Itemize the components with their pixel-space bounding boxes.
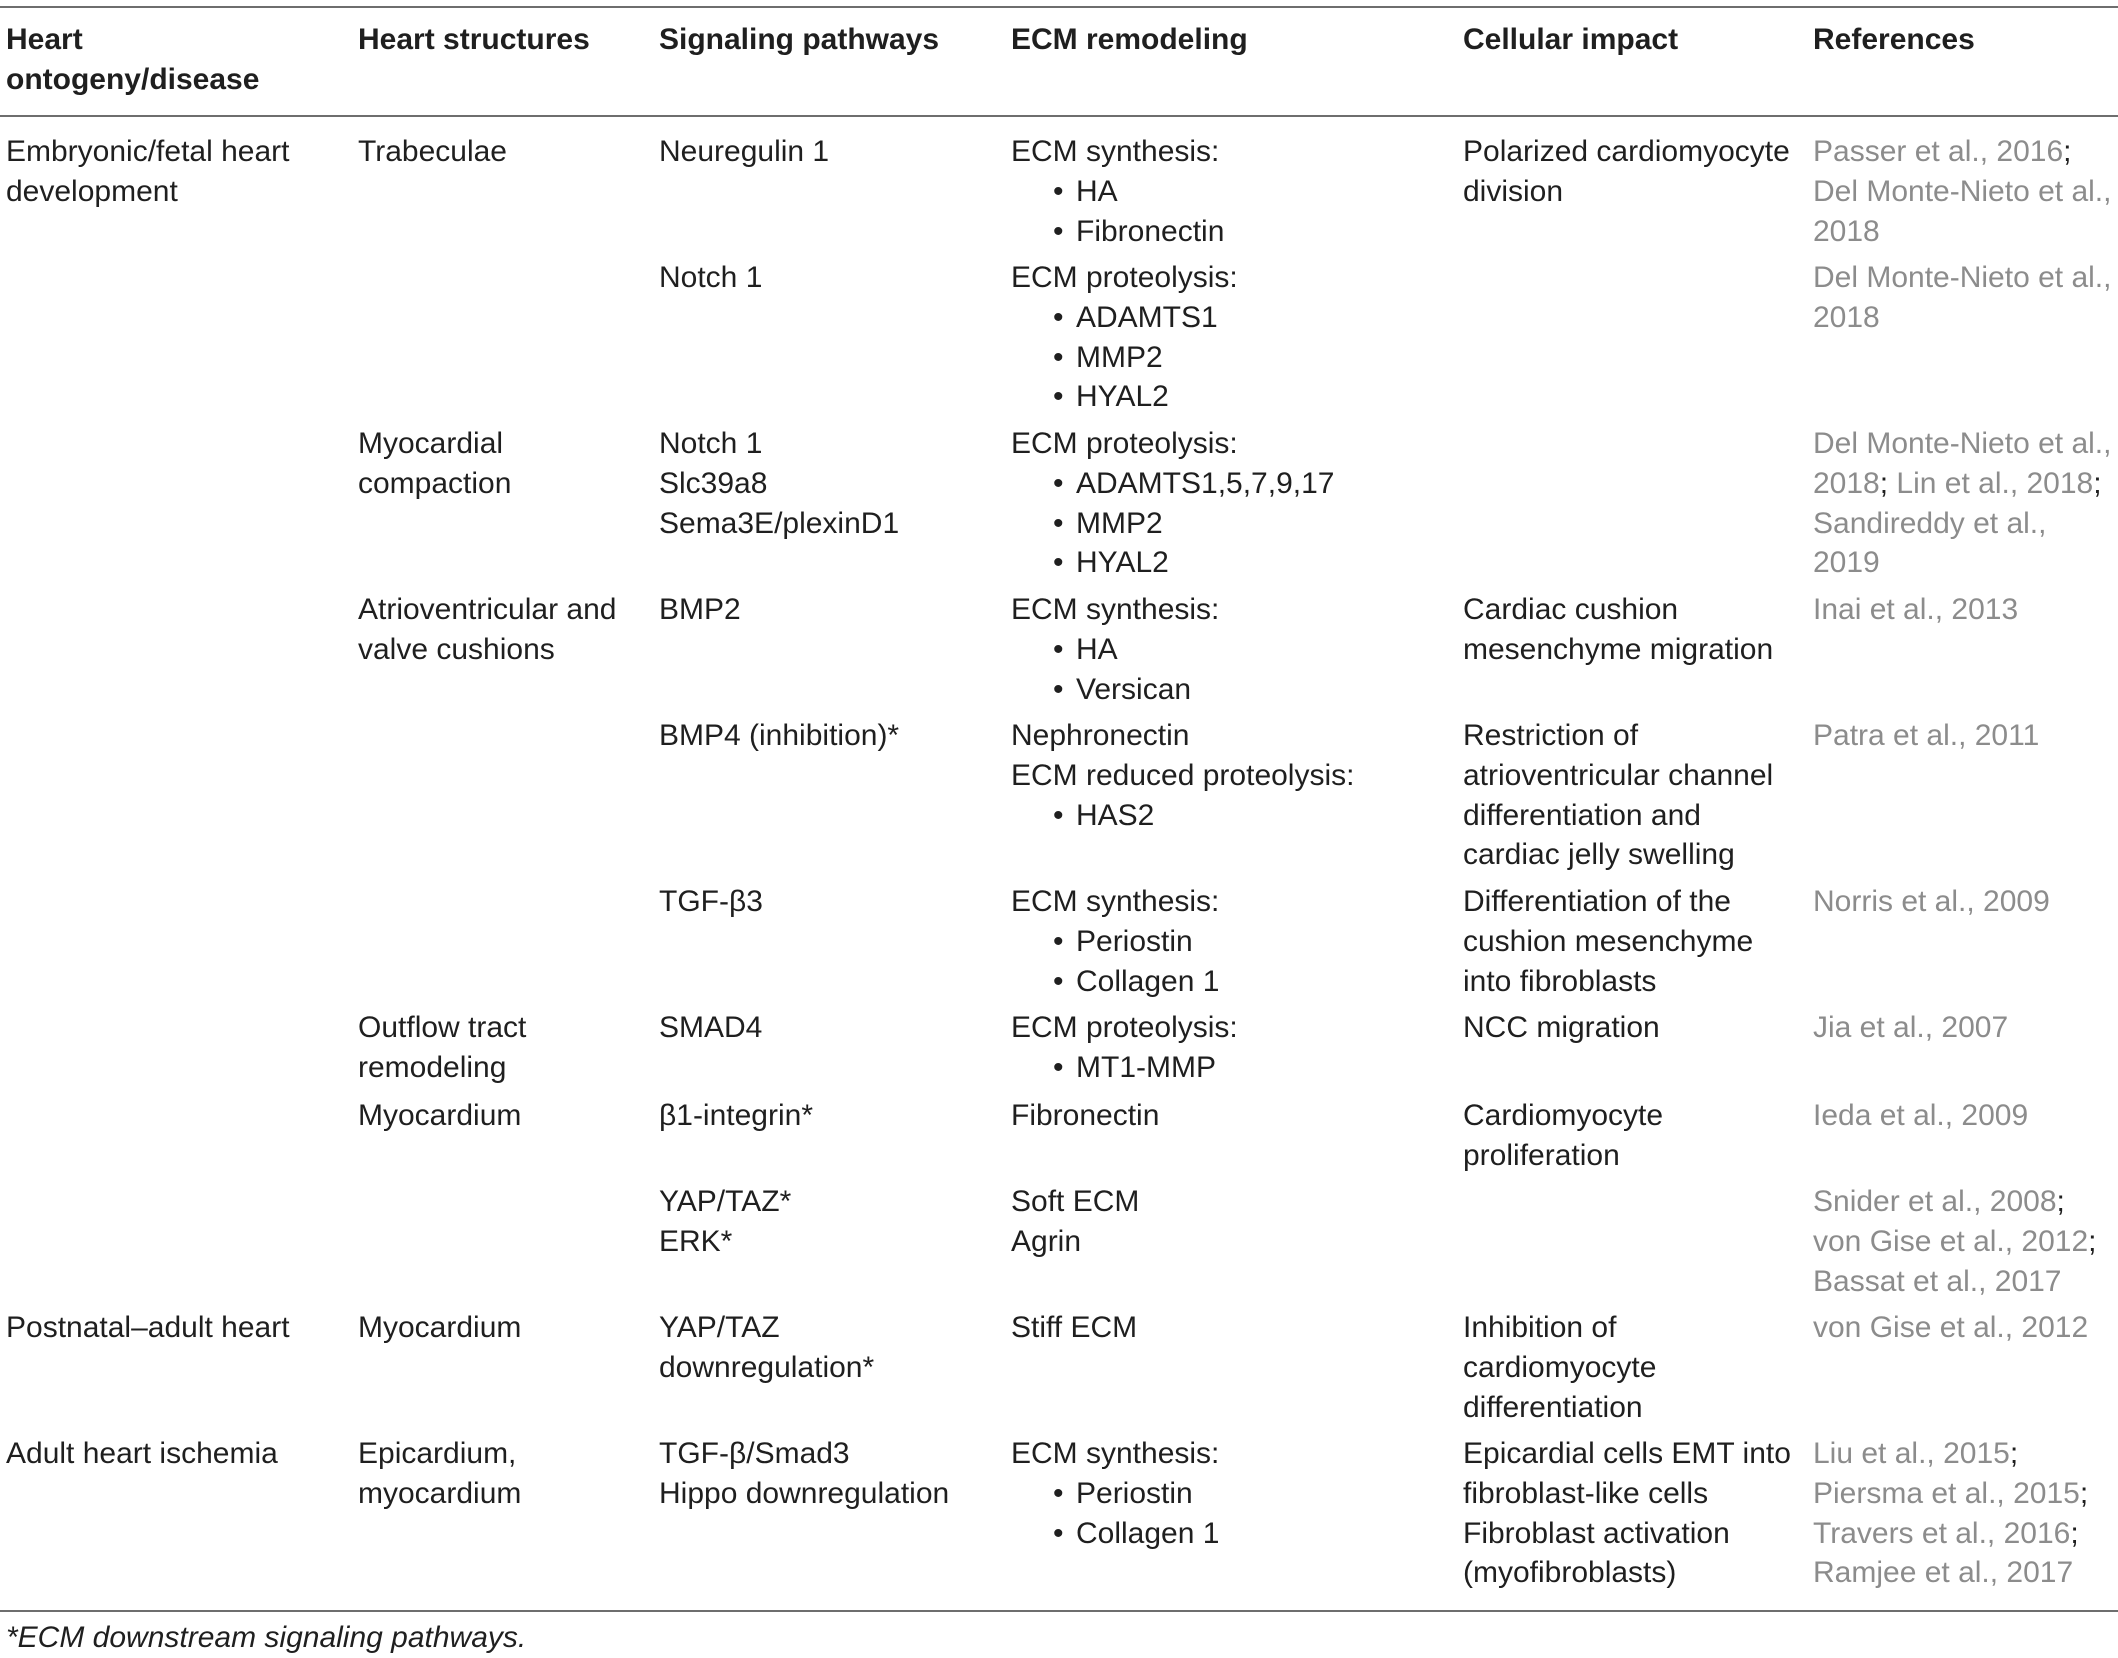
- ecm-heading: ECM synthesis:: [1011, 135, 1220, 168]
- references-cell: Passer et al., 2016; Del Monte-Nieto et al., 2018: [1813, 135, 2112, 248]
- structure-cell: Myocardium: [358, 1311, 522, 1344]
- references-cell: Liu et al., 2015; Piersma et al., 2015; Travers et al., 2016; Ramjee et al., 2017: [1813, 1437, 2089, 1590]
- header-structures: Heart structures: [358, 23, 590, 56]
- ecm-remodeling-cell: [1011, 590, 1441, 709]
- ecm-heading: ECM synthesis:: [1011, 885, 1220, 918]
- reference-link[interactable]: Bassat et al., 2017: [1813, 1264, 2062, 1298]
- ecm-bullet-item: • Periostin: [1011, 922, 1441, 962]
- reference-link[interactable]: von Gise et al., 2012: [1813, 1311, 2089, 1344]
- ecm-heading: Fibronectin: [1011, 1099, 1160, 1132]
- signaling-cell: YAP/TAZ downregulation*: [659, 1311, 875, 1384]
- ecm-bullet-item: • MMP2: [1011, 504, 1441, 544]
- ecm-bullet-item: • Versican: [1011, 670, 1441, 710]
- cellular-cell: Polarized cardiomyocyte division: [1463, 135, 1790, 208]
- reference-link[interactable]: Ramjee et al., 2017: [1813, 1556, 2074, 1590]
- ecm-bullet-item: • MT1-MMP: [1011, 1048, 1441, 1088]
- cellular-cell: Differentiation of the cushion mesenchyme into fibroblasts: [1463, 885, 1754, 998]
- ecm-bullet-item: • HYAL2: [1011, 543, 1441, 583]
- references-cell: [1813, 882, 2118, 922]
- ecm-heading: Stiff ECM: [1011, 1311, 1138, 1344]
- ontogeny-cell: Postnatal–adult heart: [6, 1311, 290, 1344]
- signaling-cell: Notch 1 Slc39a8 Sema3E/plexinD1: [659, 427, 900, 540]
- ecm-bullet-item: • Periostin: [1011, 1474, 1441, 1514]
- ecm-bullet-item: • MMP2: [1011, 338, 1441, 378]
- ecm-heading: Nephronectin ECM reduced proteolysis:: [1011, 719, 1355, 792]
- signaling-cell: YAP/TAZ* ERK*: [659, 1185, 792, 1258]
- references-cell: [1813, 716, 2118, 756]
- ecm-remodeling-cell: [1011, 1182, 1441, 1262]
- cellular-cell: Inhibition of cardiomyocyte differentiation: [1463, 1311, 1657, 1424]
- ontogeny-cell: Embryonic/fetal heart development: [6, 135, 290, 208]
- reference-link[interactable]: Jia et al., 2007: [1813, 1011, 2009, 1044]
- cellular-cell: Epicardial cells EMT into fibroblast-like cells Fibroblast activation (myofibroblasts): [1463, 1437, 1791, 1590]
- reference-link[interactable]: Piersma et al., 2015: [1813, 1476, 2080, 1510]
- ecm-remodeling-cell: [1011, 132, 1441, 251]
- cellular-cell: NCC migration: [1463, 1011, 1660, 1044]
- table-header-rule: [0, 115, 2118, 117]
- signaling-cell: β1-integrin*: [659, 1099, 813, 1132]
- ecm-remodeling-cell: [1011, 1308, 1441, 1348]
- reference-link[interactable]: Del Monte-Nieto et al., 2018: [1813, 174, 2112, 248]
- ecm-remodeling-cell: [1011, 1434, 1441, 1553]
- header-cellular: Cellular impact: [1463, 23, 1679, 56]
- table-top-rule: [0, 6, 2118, 8]
- references-cell: [1813, 1308, 2118, 1348]
- references-cell: [1813, 1096, 2118, 1136]
- signaling-cell: SMAD4: [659, 1011, 763, 1044]
- reference-link[interactable]: Lin et al., 2018: [1896, 466, 2094, 500]
- ecm-bullet-item: • HA: [1011, 172, 1441, 212]
- ecm-remodeling-cell: [1011, 882, 1441, 1001]
- references-cell: [1813, 1008, 2118, 1048]
- ecm-bullet-item: • Fibronectin: [1011, 212, 1441, 252]
- ecm-remodeling-cell: [1011, 1096, 1441, 1136]
- reference-link[interactable]: Travers et al., 2016: [1813, 1516, 2071, 1550]
- ecm-bullet-item: • HYAL2: [1011, 377, 1441, 417]
- ecm-bullet-item: • HAS2: [1011, 796, 1441, 836]
- structure-cell: Myocardial compaction: [358, 427, 512, 500]
- signaling-cell: TGF-β3: [659, 885, 763, 918]
- header-ontogeny: Heart ontogeny/disease: [6, 23, 260, 96]
- ecm-bullet-item: • ADAMTS1,5,7,9,17: [1011, 464, 1441, 504]
- reference-link[interactable]: Snider et al., 2008: [1813, 1185, 2057, 1218]
- reference-link[interactable]: Del Monte-Nieto et al., 2018: [1813, 261, 2112, 334]
- ecm-heading: ECM proteolysis:: [1011, 1011, 1238, 1044]
- signaling-cell: TGF-β/Smad3 Hippo downregulation: [659, 1437, 950, 1510]
- table-bottom-rule: [0, 1610, 2118, 1612]
- ecm-heading: ECM synthesis:: [1011, 1437, 1220, 1470]
- cellular-cell: Restriction of atrioventricular channel differentiation and cardiac jelly swelling: [1463, 719, 1774, 872]
- reference-link[interactable]: Ieda et al., 2009: [1813, 1099, 2029, 1132]
- references-cell: [1813, 590, 2118, 630]
- ecm-bullet-item: • ADAMTS1: [1011, 298, 1441, 338]
- structure-cell: Myocardium: [358, 1099, 522, 1132]
- ecm-remodeling-cell: [1011, 716, 1441, 835]
- ontogeny-cell: Adult heart ischemia: [6, 1437, 278, 1470]
- ecm-remodeling-cell: [1011, 424, 1441, 583]
- signaling-cell: Neuregulin 1: [659, 135, 830, 168]
- ecm-heading: ECM proteolysis:: [1011, 427, 1238, 460]
- references-cell: Del Monte-Nieto et al., 2018; Lin et al., 2018; Sandireddy et al., 2019: [1813, 427, 2112, 580]
- ecm-heading: Soft ECM Agrin: [1011, 1185, 1140, 1258]
- reference-link[interactable]: Passer et al., 2016: [1813, 135, 2064, 168]
- reference-link[interactable]: Patra et al., 2011: [1813, 719, 2040, 752]
- structure-cell: Epicardium, myocardium: [358, 1437, 522, 1510]
- signaling-cell: Notch 1: [659, 261, 763, 294]
- reference-link[interactable]: Sandireddy et al., 2019: [1813, 506, 2047, 580]
- table-footnote: *ECM downstream signaling pathways.: [6, 1621, 527, 1654]
- ecm-heading: ECM proteolysis:: [1011, 261, 1238, 294]
- reference-link[interactable]: Inai et al., 2013: [1813, 593, 2019, 626]
- reference-link[interactable]: Del Monte-Nieto et al., 2018: [1813, 427, 2112, 500]
- reference-link[interactable]: Liu et al., 2015: [1813, 1437, 2010, 1470]
- ecm-bullet-item: • Collagen 1: [1011, 1514, 1441, 1554]
- header-signaling: Signaling pathways: [659, 23, 940, 56]
- signaling-cell: BMP2: [659, 593, 741, 626]
- ecm-heading: ECM synthesis:: [1011, 593, 1220, 626]
- references-cell: [1813, 258, 2118, 338]
- ecm-remodeling-cell: [1011, 1008, 1441, 1088]
- reference-link[interactable]: Norris et al., 2009: [1813, 885, 2050, 918]
- ecm-remodeling-cell: [1011, 258, 1441, 417]
- structure-cell: Outflow tract remodeling: [358, 1011, 527, 1084]
- references-cell: Snider et al., 2008; von Gise et al., 2012; Bassat et al., 2017: [1813, 1185, 2097, 1298]
- signaling-cell: BMP4 (inhibition)*: [659, 719, 900, 752]
- header-references: References: [1813, 23, 1975, 56]
- cellular-cell: Cardiac cushion mesenchyme migration: [1463, 593, 1774, 666]
- structure-cell: Trabeculae: [358, 135, 507, 168]
- ecm-bullet-item: • Collagen 1: [1011, 962, 1441, 1002]
- ecm-bullet-item: • HA: [1011, 630, 1441, 670]
- header-ecm: ECM remodeling: [1011, 23, 1248, 56]
- cellular-cell: Cardiomyocyte proliferation: [1463, 1099, 1664, 1172]
- structure-cell: Atrioventricular and valve cushions: [358, 593, 617, 666]
- reference-link[interactable]: von Gise et al., 2012: [1813, 1224, 2089, 1258]
